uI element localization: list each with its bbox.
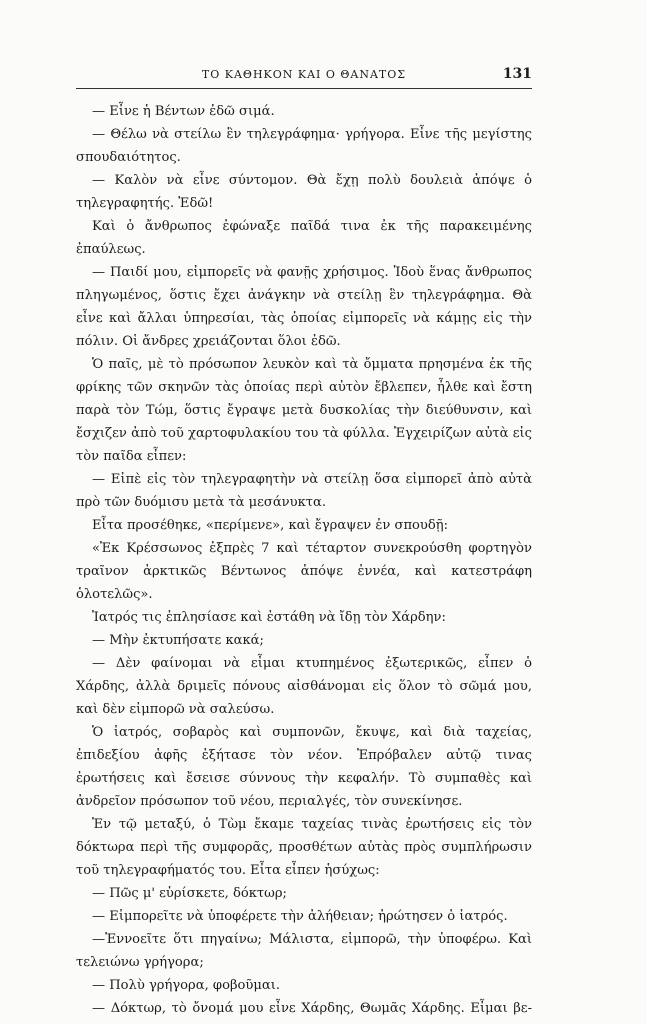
- paragraph: —Ἐννοεῖτε ὅτι πηγαίνω; Μάλιστα, εἰμπορῶ, τὴν ὑποφέρω. Καὶ τελειώνω γρήγορα;: [76, 932, 532, 970]
- paragraph: — Πολὺ γρήγορα, φοβοῦμαι.: [92, 978, 281, 993]
- paragraph: Εἶτα προσέθηκε, «περίμενε», καὶ ἔγραψεν ἐν σπουδῇ:: [92, 518, 449, 533]
- page-number: 131: [502, 66, 532, 82]
- paragraph: — Δόκτωρ, τὸ ὄνομά μου εἶνε Χάρδης, Θωμᾶς Χάρδης. Εἶμαι βε-: [92, 1001, 532, 1016]
- paragraph: Ἰατρός τις ἐπλησίασε καὶ ἐστάθη νὰ ἴδῃ τὸν Χάρδην:: [92, 610, 446, 625]
- header-rule: [76, 88, 532, 89]
- body-text: [76, 100, 532, 1020]
- paragraph: — Πῶς μ' εὑρίσκετε, δόκτωρ;: [92, 886, 287, 901]
- paragraph: «Ἐκ Κρέσσωνος ἐξπρὲς 7 καὶ τέταρτον συνεκρούσθη φορτηγὸν τραῖνον ἀρκτικῶς Βέντωνος ἀπόψε ἐννέα, καὶ κατεστράφη ὁλοτελῶς».: [76, 541, 532, 602]
- paragraph: — Καλὸν νὰ εἶνε σύντομον. Θὰ ἔχῃ πολὺ δουλειὰ ἀπόψε ὁ τηλεγραφητής. Ἐδῶ!: [76, 173, 532, 211]
- paragraph: — Παιδί μου, εἰμπορεῖς νὰ φανῇς χρήσιμος. Ἰδοὺ ἕνας ἄνθρωπος πληγωμένος, ὅστις ἔχει ἀνάγκην νὰ στείλῃ ἓν τηλεγράφημα. Θὰ εἶνε καὶ ἄλλαι ὑπηρεσίαι, τὰς ὁποίας εἰμπορεῖς νὰ κάμῃς εἰς τὴν πόλιν. Οἱ ἄνδρες χρειάζονται ὅλοι ἐδῶ.: [76, 265, 532, 349]
- paragraph: — Δὲν φαίνομαι νὰ εἶμαι κτυπημένος ἐξωτερικῶς, εἶπεν ὁ Χάρδης, ἀλλὰ δριμεῖς πόνους αἰσθάνομαι εἰς ὅλον τὸ σῶμά μου, καὶ δὲν εἰμπορῶ νὰ σαλεύσω.: [76, 656, 532, 717]
- running-title: ΤΟ ΚΑΘΗΚΟΝ ΚΑΙ Ο ΘΑΝΑΤΟΣ: [201, 68, 407, 81]
- paragraph: Καὶ ὁ ἄνθρωπος ἐφώναξε παῖδά τινα ἐκ τῆς παρακειμένης ἐπαύλεως.: [76, 219, 532, 257]
- paragraph: — Θέλω νὰ στείλω ἓν τηλεγράφημα· γρήγορα. Εἶνε τῆς μεγίστης σπουδαιότητος.: [76, 127, 532, 165]
- paragraph: — Εἰπὲ εἰς τὸν τηλεγραφητὴν νὰ στείλῃ ὅσα εἰμπορεῖ ἀπὸ αὐτὰ πρὸ τῶν δυόμισυ μετὰ τὰ μεσάνυκτα.: [76, 472, 532, 510]
- paragraph: Ὁ παῖς, μὲ τὸ πρόσωπον λευκὸν καὶ τὰ ὄμματα πρησμένα ἐκ τῆς φρίκης τῶν σκηνῶν τὰς ὁποίας περὶ αὐτὸν ἔβλεπεν, ἦλθε καὶ ἔστη παρὰ τὸν Τώμ, ὅστις ἔγραψε μετὰ δυσκολίας τὴν διεύθυνσιν, καὶ ἔσχιζεν ἀπὸ τοῦ χαρτοφυλακίου του τὰ φύλλα. Ἐγχειρίζων αὐτὰ εἰς τὸν παῖδα εἶπεν:: [76, 357, 532, 464]
- paragraph: — Μὴν ἐκτυπήσατε κακά;: [92, 633, 264, 648]
- page-header: [76, 68, 532, 84]
- paragraph: — Εἶνε ἡ Βέντων ἐδῶ σιμά.: [92, 104, 275, 119]
- paragraph: — Εἰμπορεῖτε νὰ ὑποφέρετε τὴν ἀλήθειαν; ἠρώτησεν ὁ ἰατρός.: [92, 909, 508, 924]
- paragraph: Ὁ ἰατρός, σοβαρὸς καὶ συμπονῶν, ἔκυψε, καὶ διὰ ταχείας, ἐπιδεξίου ἁφῆς ἐξήτασε τὸν νέον. Ἐπρόβαλεν αὐτῷ τινας ἐρωτήσεις καὶ ἔσεισε σύννους τὴν κεφαλήν. Τὸ συμπαθὲς καὶ ἀνδρεῖον πρόσωπον τοῦ νέου, περιαλγές, τὸν συνεκίνησε.: [76, 725, 532, 809]
- paragraph: Ἐν τῷ μεταξύ, ὁ Τὼμ ἔκαμε ταχείας τινὰς ἐρωτήσεις εἰς τὸν δόκτωρα περὶ τῆς συμφορᾶς, προσθέτων αὐτὰς πρὸς συμπλήρωσιν τοῦ τηλεγραφήματός του. Εἶτα εἶπεν ἡσύχως:: [76, 817, 532, 878]
